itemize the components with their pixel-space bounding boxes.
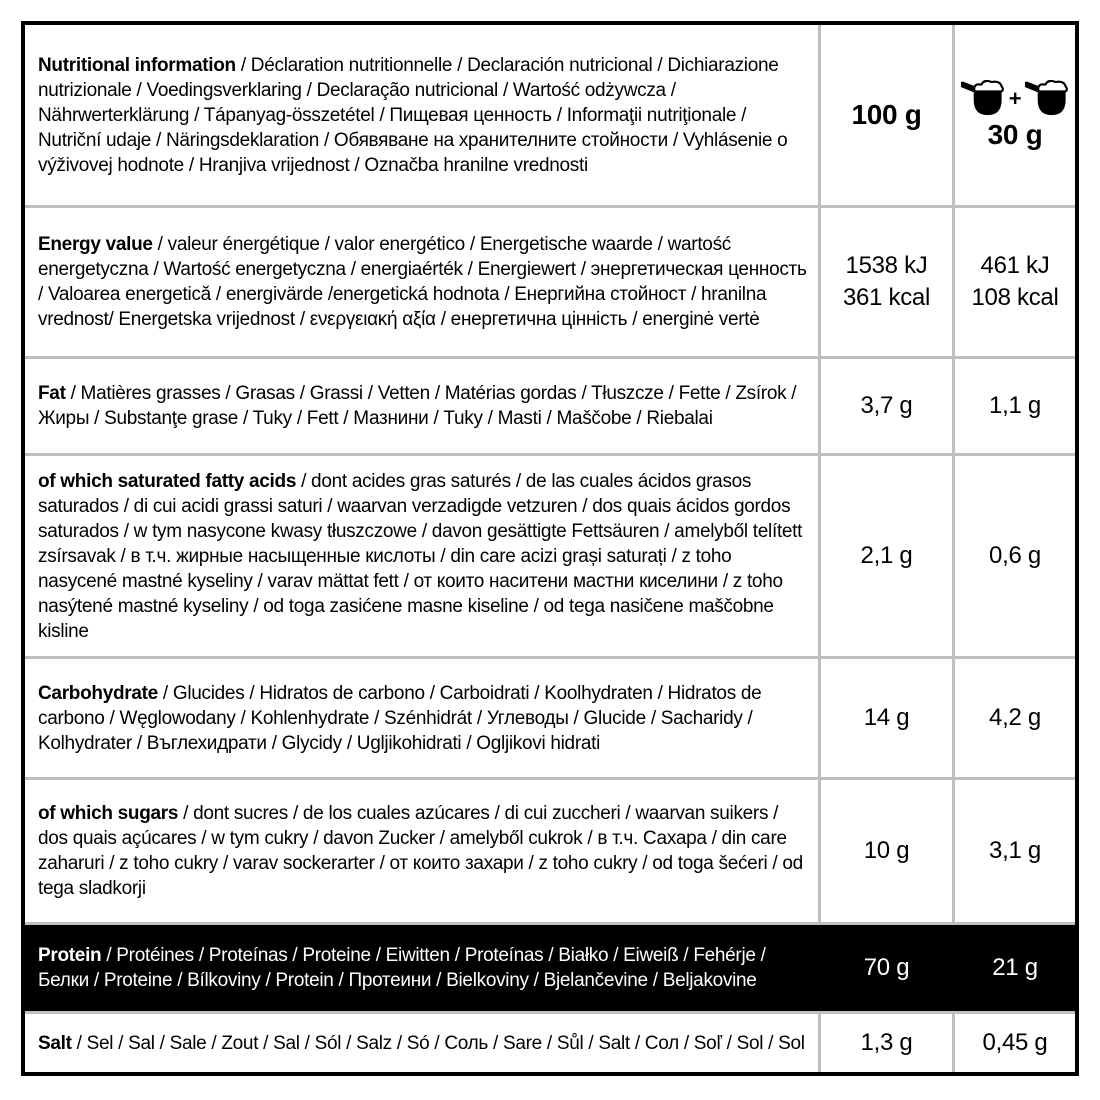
carbohydrate-per-30g: 4,2 g [955, 659, 1075, 777]
carbohydrate-label-rest: / Glucides / Hidratos de carbono / Carboidrati / Koolhydraten / Hidratos de carbono / Węglowodany / Kohlenhydrate / Szénhidrát / Углеводы / Glucide / Sacharidy / Kolhydrater / Въглехидрати / Glycidy / Ugljikohidrati / Ogljikovi hidrati [38, 682, 762, 754]
sugars-label-rest: / dont sucres / de los cuales azúcares / di cui zuccheri / waarvan suikers / dos quais açúcares / w tym cukry / davon Zucker / amelyből cukrok / в т.ч. Сахара / din care zaharuri / z toho cukry / varav sockerarter / от които захари / z toho cukry / od toga šećeri / od tega sladkorji [38, 803, 803, 899]
portion-scoops [961, 80, 1070, 118]
row-protein [25, 925, 1075, 1011]
saturates-per-100g: 2,1 g [821, 456, 952, 656]
table-title-text [25, 51, 818, 180]
energy-value-per-100g [821, 208, 952, 356]
sugars-label-bold: of which sugars [38, 803, 179, 824]
energy-value-label-cell [25, 208, 818, 356]
sugars-per-30g: 3,1 g [955, 780, 1075, 922]
carbohydrate-label-cell [25, 659, 818, 777]
row-salt [25, 1014, 1075, 1072]
row-carbohydrate [25, 659, 1075, 777]
saturates-label-cell [25, 456, 818, 656]
salt-label-bold: Salt [38, 1032, 72, 1054]
row-energy-value [25, 208, 1075, 356]
header-row [25, 25, 1075, 205]
energy-kcal-30g: 108 kcal [971, 284, 1059, 311]
energy-kcal-100g: 361 kcal [843, 284, 930, 311]
protein-label-cell [25, 925, 818, 1011]
salt-per-30g: 0,45 g [955, 1014, 1075, 1072]
row-saturated-fatty-acids [25, 456, 1075, 656]
per-100g-column-header [821, 25, 952, 205]
scoop-icon [1025, 80, 1069, 118]
energy-value-per-30g [955, 208, 1075, 356]
fat-label-cell [25, 359, 818, 453]
scoop-icon [961, 80, 1005, 118]
protein-per-100g: 70 g [821, 925, 952, 1011]
per-portion-column-header [955, 25, 1075, 205]
salt-per-100g: 1,3 g [821, 1014, 952, 1072]
carbohydrate-per-100g: 14 g [821, 659, 952, 777]
sugars-label-cell [25, 780, 818, 922]
carbohydrate-label-bold: Carbohydrate [38, 682, 158, 704]
fat-per-30g: 1,1 g [955, 359, 1075, 453]
energy-value-label-rest: / valeur énergétique / valor energético / Energetische waarde / wartość energetyczna / Wartość energetyczna / energiaérték / Energiewert / энергетическая ценность / Valoarea energetică / energivärde /energetická hodnota / Енергийна стойност / hranilna vrednost/ Energetska vrijednost / ενεργειακή αξία / енергетична цінність / energinė vertė [38, 234, 807, 330]
plus-sign: + [1008, 86, 1022, 111]
energy-kj-100g: 1538 kJ [845, 252, 928, 279]
table-title-rest: / Déclaration nutritionnelle / Declaración nutricional / Dichiarazione nutrizionale / Voedingsverklaring / Declaração nutricional / Wartość odżywcza / Nährwerterklärung / Tápanyag-összetétel / Пищевая ценность / Informaţii nutriţionale / Nutriční udaje / Näringsdeklaration / Обявяване на хранителните стойности / Vyhlásenie o výživovej hodnote / Hranjiva vrijednost / Označba hranilne vrednosti [38, 54, 788, 176]
salt-label-rest: / Sel / Sal / Sale / Zout / Sal / Sól / Salz / Só / Соль / Sare / Sůl / Salt / Сол / Soľ / Sol / Sol [71, 1032, 805, 1054]
sugars-per-100g: 10 g [821, 780, 952, 922]
per-portion-label: 30 g [987, 119, 1043, 150]
protein-label-rest: / Protéines / Proteínas / Proteine / Eiwitten / Proteínas / Białko / Eiweiß / Fehérje / Белки / Proteine / Bílkoviny / Protein / Протеини / Bielkoviny / Bjelančevine / Beljakovine [38, 945, 766, 991]
saturates-per-30g: 0,6 g [955, 456, 1075, 656]
row-fat [25, 359, 1075, 453]
fat-label-rest: / Matières grasses / Grasas / Grassi / Vetten / Matérias gordas / Tłuszcze / Fette / Zsírok / Жиры / Substanţe grase / Tuky / Fett / Мазнини / Tuky / Masti / Maščobe / Riebalai [38, 383, 797, 429]
saturates-label-rest: / dont acides gras saturés / de las cuales ácidos grasos saturados / di cui acidi grassi saturi / waarvan verzadigde vetzuren / dos quais ácidos gordos saturados / w tym nasycone kwasy tłuszczowe / davon gesättigte Fettsäuren / amelyből telített zsírsavak / в т.ч. жирные насыщенные кислоты / din care acizi grași saturați / z toho nasycené mastné kyseliny / varav mättat fett / от които наситени мастни киселини / z toho nasýtené mastné kyseliny / od toga zasićene masne kiseline / od tega nasičene maščobne kisline [38, 470, 803, 642]
table-title-bold: Nutritional information [38, 54, 236, 76]
energy-kj-30g: 461 kJ [980, 252, 1050, 279]
per-100g-label: 100 g [851, 99, 922, 130]
row-sugars [25, 780, 1075, 922]
table-title [25, 25, 818, 205]
protein-label-bold: Protein [38, 945, 102, 966]
protein-per-30g: 21 g [955, 925, 1075, 1011]
fat-per-100g: 3,7 g [821, 359, 952, 453]
fat-label-bold: Fat [38, 383, 66, 404]
saturates-label-bold: of which saturated fatty acids [38, 470, 297, 492]
salt-label-cell [25, 1014, 818, 1072]
energy-value-label-bold: Energy value [38, 234, 153, 255]
nutrition-table [21, 21, 1079, 1076]
